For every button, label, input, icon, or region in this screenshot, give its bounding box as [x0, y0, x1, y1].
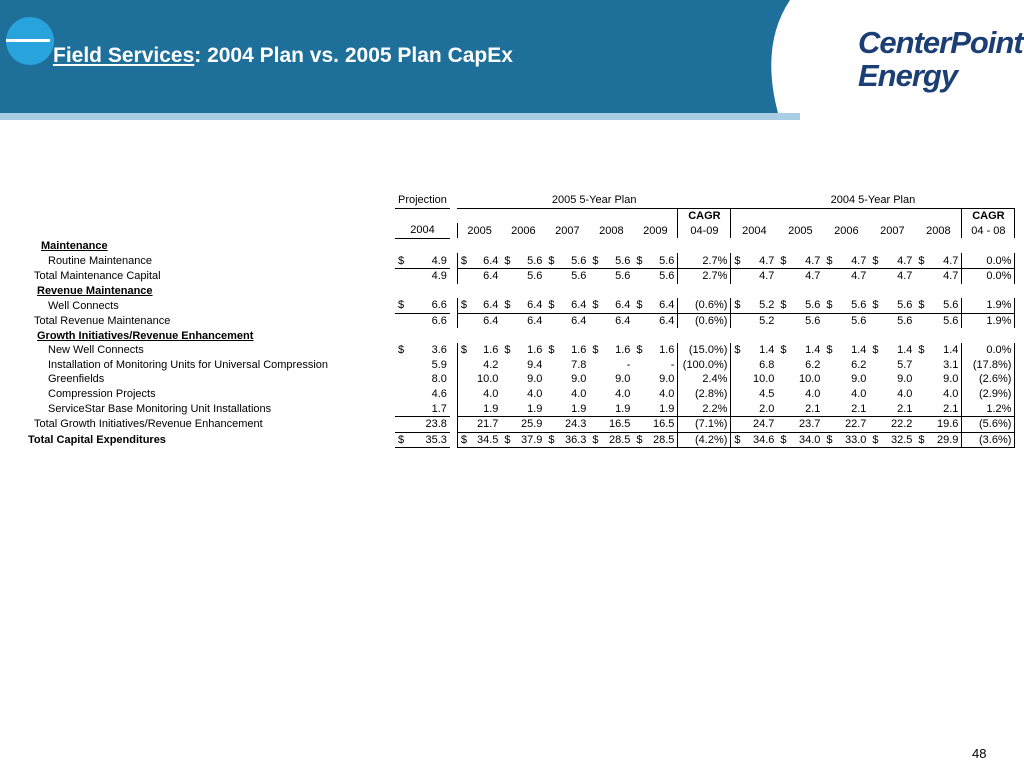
logo-line1: CenterPoint	[858, 25, 1023, 60]
cagr04-cell: 0.0%	[962, 253, 1015, 268]
slide-header	[0, 0, 1024, 122]
plan2005-cell: 9.0	[527, 373, 543, 386]
plan2005-cell	[545, 343, 589, 358]
table-row	[24, 372, 1015, 387]
logo-wordmark	[858, 26, 1023, 92]
table-row	[24, 343, 1015, 358]
plan2005-cell: 16.5	[589, 416, 633, 432]
cell-value: 4.9	[431, 254, 447, 267]
cagr05-cell: (100.0%)	[678, 358, 731, 373]
plan2005-cell: 5.6	[501, 268, 545, 283]
row-label: Routine Maintenance	[48, 254, 152, 267]
year-col: 2006	[834, 224, 859, 237]
dollar-sign: $	[460, 344, 468, 357]
dollar-sign: $	[780, 299, 787, 312]
projection-cell: 1.7	[431, 402, 447, 415]
plan2004-cell: 4.5	[759, 388, 775, 401]
cell-value: 5.6	[571, 254, 587, 267]
cell-value: 5.6	[805, 299, 821, 312]
plan2005-cell: 6.4	[457, 268, 501, 283]
cagr05-cell: 2.4%	[678, 372, 731, 387]
plan2005-cell: 1.9	[659, 402, 675, 415]
plan2004-cell	[823, 432, 869, 448]
cell-value: 28.5	[653, 433, 675, 446]
plan2004-cell: 6.2	[805, 358, 821, 371]
cell-value: 5.6	[897, 299, 913, 312]
plan2004-cell: 4.7	[823, 268, 869, 283]
dollar-sign: $	[504, 299, 511, 312]
cagr04-years: 04 - 08	[962, 223, 1015, 238]
plan2005-cell: 6.4	[545, 313, 589, 328]
plan2005-cell: 5.6	[545, 268, 589, 283]
plan2004-cell: 2.1	[851, 402, 867, 415]
table-row	[24, 416, 1015, 432]
plan2004-cell: 2.1	[897, 402, 913, 415]
dollar-sign: $	[872, 254, 879, 267]
table-row	[24, 253, 1015, 268]
plan2004-cell: 5.2	[731, 313, 778, 328]
cagr05-cell: 2.7%	[678, 253, 731, 268]
plan2005-cell	[589, 343, 633, 358]
section-row	[24, 284, 1015, 299]
plan2004-cell: 5.6	[823, 313, 869, 328]
plan2005-cell: 9.0	[615, 373, 631, 386]
year-col: 2004	[742, 224, 767, 237]
cell-value: 1.4	[851, 344, 867, 357]
plan2005-cell: 5.6	[633, 268, 678, 283]
cell-value: 5.6	[527, 254, 543, 267]
cell-value: 37.9	[521, 433, 543, 446]
cell-value: 6.4	[615, 299, 631, 312]
dollar-sign: $	[398, 299, 405, 312]
projection-cell: 5.9	[431, 358, 447, 371]
plan2004-cell: 10.0	[753, 373, 775, 386]
cell-value: 34.6	[753, 433, 775, 446]
plan2004-cell: 24.7	[731, 416, 778, 432]
plan2004-cell: 6.8	[759, 358, 775, 371]
plan2005-cell	[589, 432, 633, 448]
cell-value: 34.5	[477, 433, 499, 446]
cagr05-cell: (4.2%)	[678, 432, 731, 448]
plan2005-cell	[633, 343, 678, 358]
plan2005-cell: -	[626, 358, 631, 371]
plan2004-header: 2004 5-Year Plan	[830, 194, 916, 207]
plan2004-cell	[731, 432, 778, 448]
plan2004-cell: 2.1	[943, 402, 959, 415]
page-number: 48	[972, 746, 987, 761]
plan2004-cell	[823, 343, 869, 358]
plan2005-header: 2005 5-Year Plan	[551, 194, 637, 207]
dollar-sign: $	[734, 299, 741, 312]
row-label: Compression Projects	[48, 388, 156, 401]
cagr05-cell: (0.6%)	[678, 298, 731, 313]
dollar-sign: $	[734, 254, 741, 267]
cell-value: 33.0	[845, 433, 867, 446]
plan2005-cell: 4.0	[615, 388, 631, 401]
projection-cell	[395, 298, 450, 313]
cell-value: 32.5	[891, 433, 913, 446]
dollar-sign: $	[592, 254, 599, 267]
plan2005-cell: 16.5	[633, 416, 678, 432]
plan2005-cell	[457, 343, 501, 358]
dollar-sign: $	[872, 299, 879, 312]
dollar-sign: $	[460, 433, 468, 446]
cell-value: 1.4	[897, 344, 913, 357]
year-col: 2008	[599, 224, 624, 237]
cagr05-cell: (15.0%)	[678, 343, 731, 358]
row-label: Installation of Monitoring Units for Universal Compression	[48, 358, 329, 371]
plan2005-cell: 4.0	[457, 387, 501, 402]
plan2004-cell	[777, 432, 823, 448]
cagr05-cell: (7.1%)	[678, 416, 731, 432]
dollar-sign: $	[398, 433, 405, 446]
table-row	[24, 268, 1015, 283]
dollar-sign: $	[872, 433, 879, 446]
cell-value: 36.3	[565, 433, 587, 446]
capex-table	[24, 193, 1015, 448]
cell-value: 4.7	[851, 254, 867, 267]
plan2004-cell	[869, 343, 915, 358]
plan2005-cell	[633, 253, 678, 268]
plan2004-cell: 22.2	[869, 416, 915, 432]
plan2004-cell: 19.6	[915, 416, 962, 432]
section-row	[24, 238, 1015, 253]
table-row	[24, 432, 1015, 448]
plan2005-cell: -	[670, 358, 675, 371]
row-label: Total Maintenance Capital	[34, 270, 161, 283]
cagr04-cell: 0.0%	[962, 268, 1015, 283]
plan2005-cell	[501, 298, 545, 313]
dollar-sign: $	[918, 433, 925, 446]
cell-value: 4.7	[759, 254, 775, 267]
cagr04-cell: (17.8%)	[962, 358, 1015, 373]
cell-value: 5.6	[851, 299, 867, 312]
plan2005-cell	[545, 253, 589, 268]
cell-value: 29.9	[937, 433, 959, 446]
plan2005-cell: 24.3	[545, 416, 589, 432]
plan2004-cell: 5.6	[869, 313, 915, 328]
plan2004-cell	[915, 298, 962, 313]
plan2005-cell: 10.0	[457, 372, 501, 387]
plan2005-cell: 21.7	[457, 416, 501, 432]
section-growth: Growth Initiatives/Revenue Enhancement	[37, 329, 254, 342]
cagr04-cell: 0.0%	[962, 343, 1015, 358]
cagr05-cell: 2.2%	[678, 401, 731, 416]
year-col: 2007	[555, 224, 580, 237]
cell-value: 1.6	[659, 344, 675, 357]
dollar-sign: $	[504, 254, 511, 267]
dollar-sign: $	[592, 433, 599, 446]
plan2005-cell: 4.0	[571, 388, 587, 401]
plan2004-cell	[915, 343, 962, 358]
plan2004-cell: 4.0	[943, 388, 959, 401]
plan2005-cell: 1.9	[457, 401, 501, 416]
projection-cell: 6.6	[395, 313, 450, 328]
plan2005-cell	[545, 432, 589, 448]
plan2005-cell	[457, 253, 501, 268]
cell-value: 1.6	[527, 344, 543, 357]
projection-cell	[395, 432, 450, 448]
cell-value: 1.4	[759, 344, 775, 357]
cell-value: 4.7	[897, 254, 913, 267]
year-col: 2008	[926, 224, 951, 237]
cell-value: 4.7	[943, 254, 959, 267]
cell-value: 6.4	[659, 299, 675, 312]
cell-value: 3.6	[431, 344, 447, 357]
cell-value: 6.4	[571, 299, 587, 312]
cell-value: 5.6	[659, 254, 675, 267]
plan2004-cell: 4.0	[897, 388, 913, 401]
dollar-sign: $	[780, 254, 787, 267]
plan2005-cell: 9.0	[659, 373, 675, 386]
dollar-sign: $	[780, 433, 787, 446]
dollar-sign: $	[636, 254, 643, 267]
row-label: Total Growth Initiatives/Revenue Enhancement	[34, 418, 263, 431]
plan2005-cell	[501, 343, 545, 358]
plan2005-cell: 6.4	[589, 313, 633, 328]
table-row	[24, 313, 1015, 328]
plan2004-cell: 9.0	[943, 373, 959, 386]
dollar-sign: $	[592, 299, 599, 312]
cagr05-cell: 2.7%	[678, 268, 731, 283]
plan2004-cell: 10.0	[799, 373, 821, 386]
plan2004-cell: 5.6	[915, 313, 962, 328]
row-label: Total Capital Expenditures	[28, 433, 166, 446]
plan2004-cell	[823, 253, 869, 268]
plan2005-cell: 6.4	[457, 313, 501, 328]
cell-value: 4.7	[805, 254, 821, 267]
plan2004-cell	[869, 298, 915, 313]
cagr04-label: CAGR	[962, 208, 1015, 223]
plan2005-cell: 6.4	[501, 313, 545, 328]
plan2004-cell: 5.6	[777, 313, 823, 328]
table-row	[24, 401, 1015, 416]
plan2004-cell: 9.0	[897, 373, 913, 386]
projection-cell: 23.8	[395, 416, 450, 432]
dollar-sign: $	[504, 433, 511, 446]
year-col: 2005	[788, 224, 813, 237]
title-link[interactable]: Field Services	[53, 44, 195, 67]
plan2004-cell: 23.7	[777, 416, 823, 432]
logo-line2: Energy	[858, 58, 958, 93]
cagr04-cell: (2.9%)	[962, 387, 1015, 402]
dollar-sign: $	[826, 344, 833, 357]
plan2005-cell: 5.6	[589, 268, 633, 283]
cagr04-cell: (3.6%)	[962, 432, 1015, 448]
row-label: Total Revenue Maintenance	[34, 314, 171, 327]
cell-value: 5.6	[943, 299, 959, 312]
plan2004-cell: 4.7	[777, 268, 823, 283]
plan2004-cell: 2.0	[759, 402, 775, 415]
plan2005-cell: 6.4	[633, 313, 678, 328]
dollar-sign: $	[826, 299, 833, 312]
projection-header: Projection	[395, 193, 450, 208]
cagr05-cell: (0.6%)	[678, 313, 731, 328]
dollar-sign: $	[548, 254, 555, 267]
cagr05-cell: (2.8%)	[678, 387, 731, 402]
plan2004-cell	[823, 298, 869, 313]
plan2005-cell: 1.9	[571, 402, 587, 415]
plan2004-cell	[731, 298, 778, 313]
plan2005-cell	[501, 432, 545, 448]
plan2005-cell: 7.8	[571, 358, 587, 371]
cell-value: 6.4	[527, 299, 543, 312]
cell-value: 5.2	[759, 299, 775, 312]
dollar-sign: $	[826, 254, 833, 267]
plan2005-cell	[457, 432, 501, 448]
year-col: 2009	[643, 224, 668, 237]
projection-cell	[395, 343, 450, 358]
table-row	[24, 298, 1015, 313]
plan2004-cell	[777, 343, 823, 358]
plan2005-cell: 1.9	[615, 402, 631, 415]
plan2004-cell: 4.7	[915, 268, 962, 283]
plan2004-cell	[777, 253, 823, 268]
plan2004-cell: 3.1	[943, 358, 959, 371]
plan2004-cell	[777, 298, 823, 313]
cell-value: 34.0	[799, 433, 821, 446]
plan2004-cell: 4.0	[851, 388, 867, 401]
plan2005-cell: 4.0	[659, 388, 675, 401]
dollar-sign: $	[460, 299, 468, 312]
table-row	[24, 358, 1015, 373]
plan2005-cell	[501, 253, 545, 268]
plan2005-cell	[633, 432, 678, 448]
plan2004-cell: 2.1	[805, 402, 821, 415]
cell-value: 6.4	[483, 254, 499, 267]
plan2005-cell	[589, 253, 633, 268]
dollar-sign: $	[398, 344, 405, 357]
dollar-sign: $	[826, 433, 833, 446]
plan2004-cell	[915, 253, 962, 268]
cagr05-years: 04-09	[678, 223, 731, 238]
dollar-sign: $	[460, 254, 468, 267]
dollar-sign: $	[548, 433, 555, 446]
plan2004-cell: 4.0	[805, 388, 821, 401]
plan2005-cell	[589, 298, 633, 313]
plan2004-cell: 5.7	[897, 358, 913, 371]
cagr04-cell: (5.6%)	[962, 416, 1015, 432]
cell-value: 1.6	[571, 344, 587, 357]
cagr04-cell: (2.6%)	[962, 372, 1015, 387]
dollar-sign: $	[918, 299, 925, 312]
dollar-sign: $	[918, 254, 925, 267]
projection-cell: 4.6	[431, 388, 447, 401]
group-header-row	[24, 193, 1015, 208]
projection-cell	[395, 253, 450, 268]
year-col: 2006	[511, 224, 536, 237]
plan2004-cell	[731, 343, 778, 358]
row-label: New Well Connects	[48, 344, 144, 357]
section-maintenance: Maintenance	[41, 240, 108, 253]
dollar-sign: $	[548, 344, 555, 357]
cell-value: 1.4	[943, 344, 959, 357]
cell-value: 6.6	[431, 299, 447, 312]
section-revenue: Revenue Maintenance	[37, 284, 153, 297]
plan2004-cell	[915, 432, 962, 448]
plan2005-cell: 9.4	[527, 358, 543, 371]
plan2005-cell: 4.0	[527, 388, 543, 401]
plan2004-cell: 4.7	[869, 268, 915, 283]
centerpoint-logo-icon	[0, 0, 216, 82]
dollar-sign: $	[918, 344, 925, 357]
row-label: Well Connects	[48, 299, 119, 312]
cell-value: 35.3	[425, 433, 447, 446]
plan2005-cell: 9.0	[571, 373, 587, 386]
dollar-sign: $	[548, 299, 555, 312]
year-col: 2005	[457, 223, 501, 238]
row-label: Greenfields	[48, 373, 105, 386]
title-rest: : 2004 Plan vs. 2005 Plan CapEx	[194, 44, 513, 67]
cell-value: 6.4	[483, 299, 499, 312]
cagr-label-row	[24, 208, 1015, 223]
dollar-sign: $	[636, 344, 643, 357]
cell-value: 28.5	[609, 433, 631, 446]
year-proj: 2004	[395, 223, 450, 238]
cagr04-cell: 1.2%	[962, 401, 1015, 416]
cell-value: 1.6	[483, 344, 499, 357]
year-col: 2007	[880, 224, 905, 237]
cagr04-cell: 1.9%	[962, 298, 1015, 313]
dollar-sign: $	[734, 433, 741, 446]
plan2004-cell	[731, 253, 778, 268]
dollar-sign: $	[872, 344, 879, 357]
plan2004-cell	[869, 432, 915, 448]
dollar-sign: $	[636, 299, 643, 312]
dollar-sign: $	[734, 344, 741, 357]
plan2004-cell: 9.0	[851, 373, 867, 386]
plan2004-cell: 4.7	[731, 268, 778, 283]
dollar-sign: $	[504, 344, 511, 357]
plan2005-cell	[457, 298, 501, 313]
dollar-sign: $	[780, 344, 787, 357]
plan2004-cell: 6.2	[851, 358, 867, 371]
plan2005-cell: 1.9	[527, 402, 543, 415]
plan2005-cell: 4.2	[457, 358, 501, 373]
plan2005-cell	[545, 298, 589, 313]
dollar-sign: $	[592, 344, 599, 357]
plan2004-cell: 22.7	[823, 416, 869, 432]
year-header-row	[24, 223, 1015, 238]
table-row	[24, 387, 1015, 402]
cell-value: 1.6	[615, 344, 631, 357]
cagr05-label: CAGR	[678, 208, 731, 223]
cell-value: 1.4	[805, 344, 821, 357]
dollar-sign: $	[398, 254, 405, 267]
plan2005-cell: 25.9	[501, 416, 545, 432]
plan2004-cell	[869, 253, 915, 268]
projection-cell: 8.0	[431, 373, 447, 386]
projection-cell: 4.9	[395, 268, 450, 283]
dollar-sign: $	[636, 433, 643, 446]
cagr04-cell: 1.9%	[962, 313, 1015, 328]
row-label: ServiceStar Base Monitoring Unit Installations	[48, 402, 272, 415]
plan2005-cell	[633, 298, 678, 313]
section-row	[24, 328, 1015, 343]
cell-value: 5.6	[615, 254, 631, 267]
